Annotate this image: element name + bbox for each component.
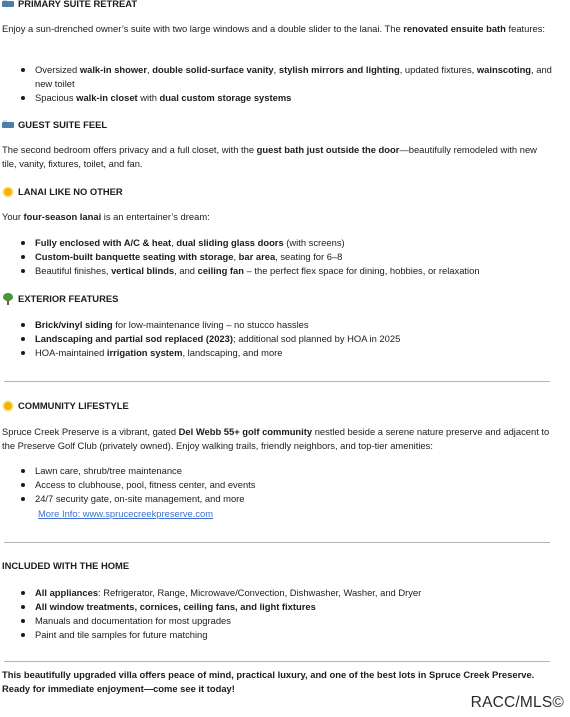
- item-text: Spacious: [35, 92, 77, 103]
- included-heading-text: INCLUDED WITH THE HOME: [2, 560, 130, 571]
- run-bold-text: This beautifully upgraded villa offers peace of mind, practical luxury, and one of the best lots in Spruce Creek Preserve. Ready for immediate enjoyment—come see it today!: [2, 669, 535, 694]
- item-bold-text: All window treatments, cornices, ceiling fans, and light fixtures: [35, 601, 316, 612]
- list-item: [0, 63, 552, 91]
- lanai-intro: [2, 210, 552, 224]
- item-bold-text: All appliances: [35, 587, 99, 598]
- section-divider: [4, 661, 550, 662]
- item-bold-text: dual custom storage systems: [159, 92, 292, 103]
- more-info-link[interactable]: More Info: www.sprucecreekpreserve.com: [38, 508, 214, 519]
- item-bold-text: walk-in shower: [79, 64, 148, 75]
- community-heading: [2, 399, 129, 413]
- item-text: Manuals and documentation for most upgrades: [35, 615, 231, 626]
- item-text: 24/7 security gate, on-site management, and more: [35, 493, 245, 504]
- item-text: Paint and tile samples for future matching: [35, 629, 208, 640]
- list-item: [0, 628, 552, 642]
- section-divider: [4, 542, 550, 543]
- item-text: ,: [171, 237, 177, 248]
- item-text: Access to clubhouse, pool, fitness center, and events: [35, 479, 256, 490]
- sun-icon: [2, 400, 14, 412]
- exterior-bullets: [0, 318, 552, 360]
- list-item: [0, 236, 552, 250]
- item-bold-text: Fully enclosed with A/C & heat: [35, 237, 172, 248]
- primary-suite-heading: [2, 0, 137, 11]
- item-bold-text: wainscoting: [476, 64, 532, 75]
- item-text: , and: [174, 265, 198, 276]
- list-item: [0, 332, 552, 346]
- item-text: Lawn care, shrub/tree maintenance: [35, 465, 182, 476]
- run-text: The second bedroom offers privacy and a full closet, with the: [2, 144, 257, 155]
- run-text: Enjoy a sun-drenched owner’s suite with two large windows and a double slider to the lanai. The: [2, 23, 404, 34]
- list-item: [0, 91, 552, 105]
- lanai-heading: [2, 185, 123, 199]
- item-bold-text: Brick/vinyl siding: [35, 319, 113, 330]
- community-heading-text: COMMUNITY LIFESTYLE: [18, 400, 129, 411]
- exterior-heading: [2, 292, 118, 306]
- run-text: Spruce Creek Preserve is a vibrant, gated: [2, 426, 179, 437]
- item-text: Oversized: [35, 64, 80, 75]
- closing-statement: [2, 668, 552, 696]
- item-text: Beautiful finishes,: [35, 265, 112, 276]
- run-bold-text: guest bath just outside the door: [256, 144, 400, 155]
- item-text: (with screens): [283, 237, 345, 248]
- item-bold-text: vertical blinds: [111, 265, 175, 276]
- included-bullets: [0, 586, 552, 642]
- primary-suite-intro: [2, 22, 552, 36]
- item-text: , landscaping, and more: [182, 347, 283, 358]
- guest-suite-heading: [2, 118, 107, 132]
- item-text: with: [137, 92, 160, 103]
- item-bold-text: double solid-surface vanity: [152, 64, 274, 75]
- item-text: : Refrigerator, Range, Microwave/Convection, Dishwasher, Washer, and Dryer: [98, 587, 422, 598]
- item-text: ,: [147, 64, 153, 75]
- item-text: ,: [233, 251, 239, 262]
- item-bold-text: stylish mirrors and lighting: [278, 64, 400, 75]
- item-text: – the perfect flex space for dining, hobbies, or relaxation: [243, 265, 480, 276]
- item-bold-text: walk-in closet: [76, 92, 138, 103]
- item-text: ,: [273, 64, 279, 75]
- list-item: [0, 600, 552, 614]
- item-text: , seating for 6–8: [275, 251, 343, 262]
- run-text: features:: [505, 23, 546, 34]
- run-text: nestled beside a serene nature preserve and adjacent to the Preserve Golf Club (privately owned). Enjoy walking trails, friendly neighbors, and top-tier amenities:: [2, 426, 550, 451]
- run-text: is an entertainer’s dream:: [101, 211, 210, 222]
- item-bold-text: dual sliding glass doors: [176, 237, 284, 248]
- item-bold-text: Landscaping and partial sod replaced (2023): [35, 333, 233, 344]
- run-bold-text: renovated ensuite bath: [403, 23, 506, 34]
- run-text: Your: [2, 211, 24, 222]
- guest-suite-heading-text: GUEST SUITE FEEL: [18, 119, 108, 130]
- run-bold-text: Del Webb 55+ golf community: [178, 426, 313, 437]
- guest-suite-intro: [2, 143, 552, 171]
- list-item: [0, 264, 552, 278]
- bed-icon: [2, 119, 14, 131]
- primary-suite-heading-text: PRIMARY SUITE RETREAT: [18, 0, 138, 9]
- run-text: —beautifully remodeled with new tile, vanity, fixtures, toilet, and fan.: [2, 144, 537, 169]
- tree-icon: [2, 293, 14, 305]
- included-heading: [2, 559, 129, 573]
- bed-icon: [2, 0, 14, 10]
- section-divider: [4, 381, 550, 382]
- list-item: [0, 464, 552, 478]
- item-text: ; additional sod planned by HOA in 2025: [232, 333, 401, 344]
- community-intro: [2, 425, 552, 453]
- community-bullets: [0, 464, 552, 506]
- item-bold-text: Custom-built banquette seating with storage: [35, 251, 234, 262]
- item-text: HOA-maintained: [35, 347, 107, 358]
- list-item: [0, 250, 552, 264]
- list-item: [0, 318, 552, 332]
- mls-watermark: RACC/MLS©: [470, 694, 564, 711]
- lanai-bullets: [0, 236, 552, 278]
- list-item: [0, 492, 552, 506]
- list-item: [0, 478, 552, 492]
- list-item: [0, 346, 552, 360]
- sun-icon: [2, 186, 14, 198]
- list-item: [0, 614, 552, 628]
- item-bold-text: ceiling fan: [197, 265, 244, 276]
- item-text: , and new toilet: [35, 64, 552, 89]
- lanai-heading-text: LANAI LIKE NO OTHER: [18, 186, 123, 197]
- item-bold-text: irrigation system: [106, 347, 183, 358]
- item-text: for low-maintenance living – no stucco hassles: [112, 319, 309, 330]
- primary-suite-bullets: [0, 63, 552, 105]
- item-bold-text: bar area: [238, 251, 276, 262]
- item-text: , updated fixtures,: [399, 64, 477, 75]
- list-item: [0, 586, 552, 600]
- exterior-heading-text: EXTERIOR FEATURES: [18, 293, 119, 304]
- run-bold-text: four-season lanai: [23, 211, 102, 222]
